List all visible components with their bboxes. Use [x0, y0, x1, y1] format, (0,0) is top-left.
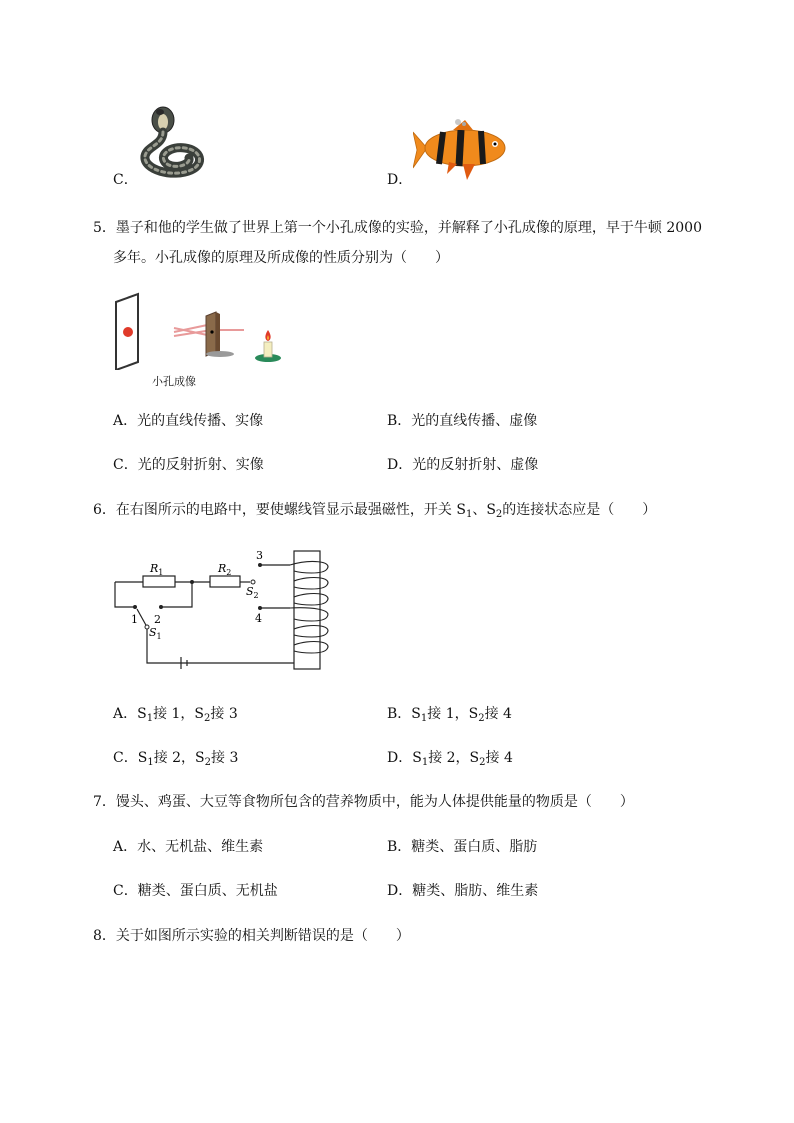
q6-option-a[interactable]: A．$S_1$接 1，$S_2$接 3 — [113, 706, 238, 724]
option-d-label: D． — [387, 172, 413, 188]
terminal-2-label: 2 — [154, 613, 161, 626]
option-c-label: C． — [113, 172, 138, 188]
pinhole-imaging-figure — [112, 290, 292, 370]
label-s2: $S_2$ — [246, 585, 259, 600]
label-r2: $R_2$ — [218, 562, 232, 577]
striped-fish-image — [413, 118, 513, 184]
q5-option-c[interactable]: C．光的反射折射、实像 — [113, 457, 264, 473]
terminal-1-label: 1 — [131, 613, 138, 626]
question-5-stem-line1: 5．墨子和他的学生做了世界上第一个小孔成像的实验，并解释了小孔成像的原理，早于牛顿 2000 — [93, 220, 702, 236]
q5-option-b[interactable]: B．光的直线传播、虚像 — [387, 413, 538, 429]
pinhole-figure-caption: 小孔成像 — [152, 375, 196, 388]
solenoid-circuit-diagram — [105, 545, 340, 675]
terminal-3-label: 3 — [256, 549, 263, 562]
terminal-4-label: 4 — [255, 612, 262, 625]
q7-option-c[interactable]: C．糖类、蛋白质、无机盐 — [113, 883, 278, 899]
q6-option-c[interactable]: C．$S_1$接 2，$S_2$接 3 — [113, 750, 239, 768]
question-7-stem: 7．馒头、鸡蛋、大豆等食物所包含的营养物质中，能为人体提供能量的物质是（ ） — [93, 794, 634, 810]
q5-option-a[interactable]: A．光的直线传播、实像 — [113, 413, 264, 429]
label-s1: $S_1$ — [149, 626, 162, 641]
q7-option-b[interactable]: B．糖类、蛋白质、脂肪 — [387, 839, 538, 855]
cobra-snake-image — [133, 100, 208, 185]
question-6-stem: 6．在右图所示的电路中，要使螺线管显示最强磁性，开关 $S_1$、$S_2$的连接状态应是（ ） — [93, 502, 657, 520]
question-8-stem: 8．关于如图所示实验的相关判断错误的是（ ） — [93, 928, 410, 944]
label-r1: $R_1$ — [150, 562, 164, 577]
question-5-stem-line2: 多年。小孔成像的原理及所成像的性质分别为（ ） — [113, 250, 449, 266]
q7-option-a[interactable]: A．水、无机盐、维生素 — [113, 839, 264, 855]
q5-option-d[interactable]: D．光的反射折射、虚像 — [387, 457, 539, 473]
q6-option-d[interactable]: D．$S_1$接 2，$S_2$接 4 — [387, 750, 513, 768]
q6-option-b[interactable]: B．$S_1$接 1，$S_2$接 4 — [387, 706, 512, 724]
q7-option-d[interactable]: D．糖类、脂肪、维生素 — [387, 883, 539, 899]
